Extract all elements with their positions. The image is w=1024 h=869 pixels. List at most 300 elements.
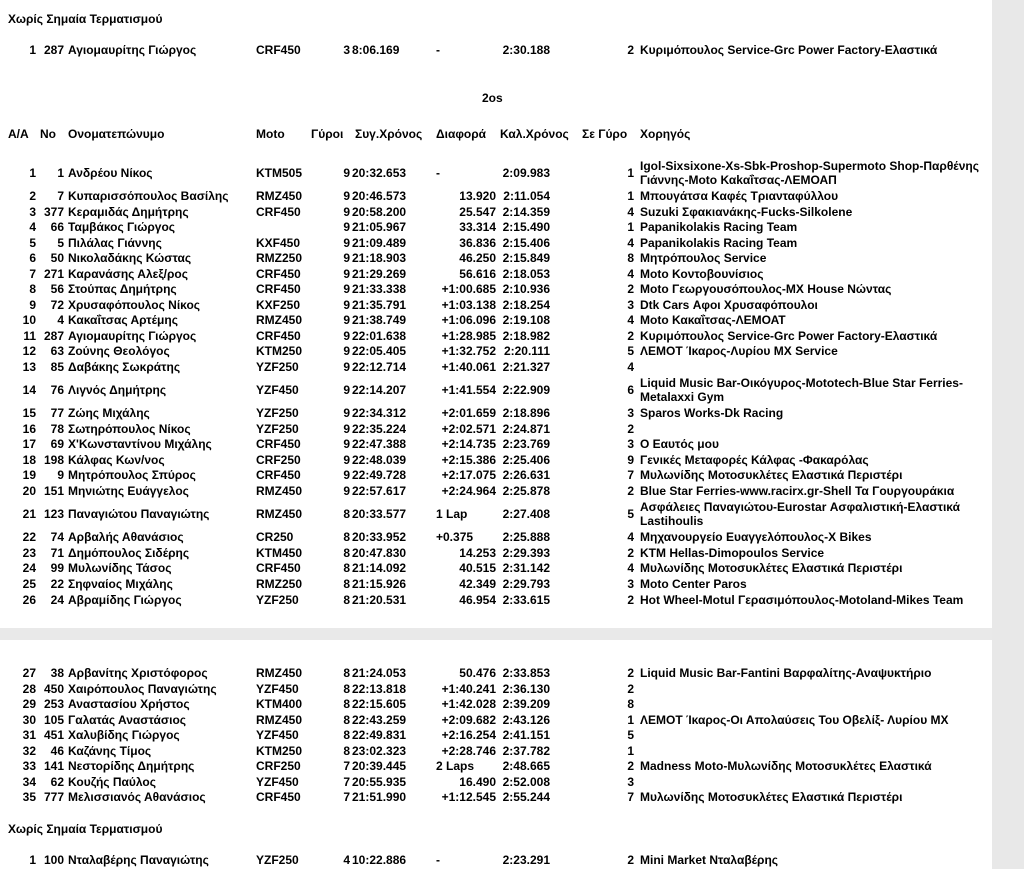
row-best-time: 2:21.327: [502, 360, 550, 374]
top-total: 8:06.169: [352, 43, 400, 57]
row-aa: 1: [29, 166, 36, 180]
row-laps: 9: [343, 453, 350, 467]
row-no: 123: [43, 507, 64, 521]
row-total-time: 20:58.200: [352, 205, 407, 219]
row-best-time: 2:22.909: [502, 383, 550, 397]
row-name: Καρανάσης Αλεξ/ρος: [68, 267, 188, 281]
row-no: 151: [43, 484, 64, 498]
col-best-time: Καλ.Χρόνος: [500, 127, 569, 141]
row-sponsor: Liquid Music Bar-Fantini Βαρφαλίτης-Αναψυκτήριο: [640, 666, 932, 680]
row-total-time: 21:18.903: [352, 251, 407, 265]
row-at-lap: 2: [627, 422, 634, 436]
row-aa: 35: [22, 790, 36, 804]
row-name: Αρβανίτης Χριστόφορος: [68, 666, 208, 680]
row-best-time: 2:26.631: [502, 468, 550, 482]
row-no: 71: [50, 546, 64, 560]
row-name: Μηνιώτης Ευάγγελος: [68, 484, 189, 498]
row-moto: RMZ450: [256, 666, 303, 680]
row-aa: 17: [22, 437, 36, 451]
row-moto: CRF450: [256, 468, 301, 482]
row-best-time: 2:41.151: [502, 728, 550, 742]
row-best-time: 2:43.126: [502, 713, 550, 727]
row-best-time: 2:52.008: [502, 775, 550, 789]
row-diff: +1:40.241: [441, 682, 496, 696]
row-diff: +1:06.096: [441, 313, 496, 327]
row-laps: 8: [343, 530, 350, 544]
row-total-time: 22:13.818: [352, 682, 407, 696]
row-moto: YZF250: [256, 593, 299, 607]
row-aa: 10: [22, 313, 36, 327]
row-no: 46: [50, 744, 64, 758]
row-no: 9: [57, 468, 64, 482]
row-at-lap: 4: [627, 205, 634, 219]
row-diff: 1 Lap: [436, 507, 468, 521]
row-diff: 13.920: [459, 189, 496, 203]
row-moto: KTM505: [256, 166, 303, 180]
row-best-time: 2:23.769: [502, 437, 550, 451]
row-aa: 3: [29, 205, 36, 219]
row-moto: CRF250: [256, 453, 301, 467]
row-no: 56: [50, 282, 64, 296]
row-name: Χ'Κωνσταντίνου Μιχάλης: [68, 437, 212, 451]
row-best-time: 2:25.888: [502, 530, 550, 544]
row-aa: 23: [22, 546, 36, 560]
row-at-lap: 1: [627, 166, 634, 180]
row-laps: 9: [343, 484, 350, 498]
bottom-aa: 1: [29, 853, 36, 867]
row-moto: KTM250: [256, 744, 303, 758]
row-at-lap: 4: [627, 530, 634, 544]
row-name: Ζούνης Θεολόγος: [68, 344, 170, 358]
bottom-sponsor: Mini Market Νταλαβέρης: [640, 853, 779, 867]
row-no: 99: [50, 561, 64, 575]
row-name: Σηφναίος Μιχάλης: [68, 577, 173, 591]
row-laps: 9: [343, 189, 350, 203]
row-total-time: 20:39.445: [352, 759, 407, 773]
row-sponsor: Κυριμόπουλος Service-Grc Power Factory-Ελαστικά: [640, 329, 938, 343]
row-at-lap: 4: [627, 267, 634, 281]
row-best-time: 2:18.254: [502, 298, 550, 312]
row-name: Αβραμίδης Γιώργος: [68, 593, 182, 607]
row-moto: CRF450: [256, 205, 301, 219]
row-laps: 9: [343, 329, 350, 343]
row-at-lap: 3: [627, 437, 634, 451]
row-best-time: 2:48.665: [502, 759, 550, 773]
row-moto: YZF450: [256, 728, 299, 742]
row-total-time: 22:01.638: [352, 329, 407, 343]
row-no: 78: [50, 422, 64, 436]
row-diff: +1:41.554: [441, 383, 496, 397]
row-no: 7: [57, 189, 64, 203]
row-total-time: 22:57.617: [352, 484, 407, 498]
row-aa: 2: [29, 189, 36, 203]
row-laps: 9: [343, 313, 350, 327]
row-best-time: 2:29.793: [502, 577, 550, 591]
row-total-time: 20:47.830: [352, 546, 407, 560]
row-diff: +2:14.735: [441, 437, 496, 451]
row-diff: +2:24.964: [441, 484, 496, 498]
row-best-time: 2:18.053: [502, 267, 550, 281]
row-moto: RMZ450: [256, 189, 303, 203]
row-no: 105: [43, 713, 64, 727]
row-name: Πιλάλας Γιάννης: [68, 236, 162, 250]
row-moto: RMZ450: [256, 484, 303, 498]
row-moto: CR250: [256, 530, 294, 544]
row-laps: 8: [343, 561, 350, 575]
row-laps: 8: [343, 728, 350, 742]
row-no: 76: [50, 383, 64, 397]
row-aa: 31: [22, 728, 36, 742]
row-total-time: 21:09.489: [352, 236, 407, 250]
row-best-time: 2:09.983: [502, 166, 550, 180]
row-laps: 9: [343, 220, 350, 234]
row-diff: 16.490: [459, 775, 496, 789]
row-at-lap: 8: [627, 697, 634, 711]
row-diff: +1:28.985: [441, 329, 496, 343]
top-name: Αγιομαυρίτης Γιώργος: [68, 43, 197, 57]
bottom-moto: YZF250: [256, 853, 299, 867]
row-diff: +2:15.386: [441, 453, 496, 467]
row-at-lap: 3: [627, 406, 634, 420]
row-name: Ανδρέου Νίκος: [68, 166, 153, 180]
row-diff: +2:02.571: [441, 422, 496, 436]
row-best-time: 2:29.393: [502, 546, 550, 560]
row-total-time: 22:49.831: [352, 728, 407, 742]
row-no: 66: [50, 220, 64, 234]
row-aa: 25: [22, 577, 36, 591]
row-laps: 7: [343, 759, 350, 773]
row-at-lap: 4: [627, 313, 634, 327]
row-aa: 34: [22, 775, 36, 789]
row-best-time: 2:20.111: [503, 344, 550, 358]
row-at-lap: 7: [627, 468, 634, 482]
row-sponsor: Μυλωνίδης Μοτοσυκλέτες Ελαστικά Περιστέρι: [640, 468, 903, 482]
row-sponsor: Liquid Music Bar-Οικόγυρος-Mototech-Blue Star Ferries-Metalaxxi Gym: [640, 376, 963, 404]
row-diff: +1:40.061: [441, 360, 496, 374]
row-total-time: 21:38.749: [352, 313, 407, 327]
row-total-time: 22:43.259: [352, 713, 407, 727]
row-at-lap: 6: [627, 383, 634, 397]
row-best-time: 2:25.406: [502, 453, 550, 467]
col-name: Ονοματεπώνυμο: [68, 127, 165, 141]
row-aa: 33: [22, 759, 36, 773]
row-diff: 46.954: [459, 593, 496, 607]
row-no: 72: [50, 298, 64, 312]
row-best-time: 2:15.490: [502, 220, 550, 234]
row-at-lap: 5: [627, 507, 634, 521]
row-laps: 8: [343, 682, 350, 696]
col-sponsor: Χορηγός: [640, 127, 691, 141]
row-sponsor: Moto Γεωργουσόπουλος-MX House Νώντας: [640, 282, 892, 296]
row-total-time: 22:14.207: [352, 383, 407, 397]
row-aa: 4: [29, 220, 36, 234]
row-laps: 9: [343, 468, 350, 482]
row-aa: 21: [22, 507, 36, 521]
row-moto: CRF450: [256, 267, 301, 281]
row-at-lap: 4: [627, 360, 634, 374]
row-laps: 9: [343, 166, 350, 180]
row-sponsor: Papanikolakis Racing Team: [640, 236, 798, 250]
row-no: 24: [50, 593, 64, 607]
row-no: 141: [43, 759, 64, 773]
row-no: 377: [43, 205, 64, 219]
row-at-lap: 3: [627, 775, 634, 789]
row-name: Χαλυβίδης Γιώργος: [68, 728, 180, 742]
row-best-time: 2:24.871: [502, 422, 550, 436]
row-best-time: 2:18.896: [502, 406, 550, 420]
row-sponsor: Dtk Cars Αφοι Χρυσαφόπουλοι: [640, 298, 818, 312]
row-total-time: 21:14.092: [352, 561, 407, 575]
row-total-time: 22:12.714: [352, 360, 407, 374]
row-best-time: 2:36.130: [502, 682, 550, 696]
row-diff: +0.375: [436, 530, 474, 544]
row-best-time: 2:11.054: [503, 189, 550, 203]
row-sponsor: KTM Hellas-Dimopoulos Service: [640, 546, 825, 560]
row-sponsor: Μυλωνίδης Μοτοσυκλέτες Ελαστικά Περιστέρι: [640, 790, 903, 804]
row-laps: 7: [343, 775, 350, 789]
row-name: Χαιρόπουλος Παναγιώτης: [68, 682, 217, 696]
row-sponsor: Μπουγάτσα Καφές Τριανταφύλλου: [640, 189, 839, 203]
bottom-name: Νταλαβέρης Παναγιώτης: [68, 853, 209, 867]
row-at-lap: 8: [627, 251, 634, 265]
bottom-laps: 4: [343, 853, 350, 867]
row-diff: 2 Laps: [436, 759, 475, 773]
row-moto: RMZ450: [256, 713, 303, 727]
row-name: Κουζής Παύλος: [68, 775, 156, 789]
row-sponsor: Sparos Works-Dk Racing: [640, 406, 784, 420]
row-diff: +2:17.075: [441, 468, 496, 482]
col-no: Νο: [40, 127, 56, 141]
row-sponsor: Μηχανουργείο Ευαγγελόπουλος-X Bikes: [640, 530, 872, 544]
row-best-time: 2:14.359: [502, 205, 550, 219]
row-at-lap: 2: [627, 484, 634, 498]
row-laps: 9: [343, 298, 350, 312]
row-best-time: 2:31.142: [502, 561, 550, 575]
row-moto: RMZ450: [256, 313, 303, 327]
row-sponsor: Moto Center Paros: [640, 577, 747, 591]
row-moto: YZF450: [256, 682, 299, 696]
row-aa: 7: [29, 267, 36, 281]
top-diff: -: [436, 43, 440, 57]
row-no: 4: [57, 313, 64, 327]
row-total-time: 21:35.791: [352, 298, 407, 312]
row-sponsor: Moto Κακαΐτσας-ΛΕΜΟΑΤ: [640, 313, 786, 327]
row-sponsor: Moto Κοντοβουνίσιος: [640, 267, 764, 281]
row-no: 38: [50, 666, 64, 680]
row-name: Κάλφας Κων/νος: [68, 453, 165, 467]
row-name: Κυπαρισσόπουλος Βασίλης: [68, 189, 229, 203]
row-total-time: 22:49.728: [352, 468, 407, 482]
row-name: Μελισσιανός Αθανάσιος: [68, 790, 206, 804]
row-total-time: 20:55.935: [352, 775, 407, 789]
row-moto: CRF450: [256, 329, 301, 343]
row-total-time: 21:24.053: [352, 666, 407, 680]
row-moto: YZF250: [256, 360, 299, 374]
top-laps: 3: [343, 43, 350, 57]
row-aa: 26: [22, 593, 36, 607]
row-name: Δημόπουλος Σιδέρης: [68, 546, 190, 560]
row-name: Χρυσαφόπουλος Νίκος: [68, 298, 201, 312]
row-best-time: 2:18.982: [502, 329, 550, 343]
row-total-time: 21:15.926: [352, 577, 407, 591]
row-name: Αρβαλής Αθανάσιος: [68, 530, 184, 544]
row-aa: 13: [22, 360, 36, 374]
row-laps: 8: [343, 577, 350, 591]
row-diff: +2:16.254: [441, 728, 496, 742]
row-at-lap: 2: [627, 593, 634, 607]
row-no: 1: [57, 166, 64, 180]
row-no: 777: [43, 790, 64, 804]
bottom-at: 2: [627, 853, 634, 867]
row-laps: 8: [343, 546, 350, 560]
row-total-time: 22:34.312: [352, 406, 407, 420]
row-name: Αναστασίου Χρήστος: [68, 697, 190, 711]
row-name: Ταμβάκος Γιώργος: [68, 220, 176, 234]
row-at-lap: 5: [627, 728, 634, 742]
row-sponsor: ΛΕΜΟΤ Ίκαρος-Οι Απολαύσεις Του Οβελίξ- Λυρίου MX: [640, 713, 949, 727]
row-at-lap: 1: [627, 220, 634, 234]
row-total-time: 21:51.990: [352, 790, 407, 804]
row-moto: YZF250: [256, 406, 299, 420]
row-moto: CRF450: [256, 282, 301, 296]
row-total-time: 22:35.224: [352, 422, 407, 436]
row-best-time: 2:55.244: [502, 790, 550, 804]
row-sponsor: Madness Moto-Μυλωνίδης Μοτοσυκλέτες Ελαστικά: [640, 759, 932, 773]
row-total-time: 20:33.577: [352, 507, 407, 521]
row-laps: 9: [343, 360, 350, 374]
row-diff: 33.314: [459, 220, 496, 234]
row-moto: CRF450: [256, 790, 301, 804]
row-no: 85: [50, 360, 64, 374]
row-best-time: 2:33.853: [502, 666, 550, 680]
row-laps: 8: [343, 697, 350, 711]
row-sponsor: Suzuki Σφακιανάκης-Fucks-Silkolene: [640, 205, 853, 219]
row-at-lap: 2: [627, 759, 634, 773]
row-at-lap: 2: [627, 682, 634, 696]
row-no: 287: [43, 329, 64, 343]
row-at-lap: 7: [627, 790, 634, 804]
row-no: 198: [43, 453, 64, 467]
row-moto: RMZ250: [256, 251, 303, 265]
row-laps: 8: [343, 713, 350, 727]
row-sponsor: Ασφάλειες Παναγιώτου-Eurostar Ασφαλιστική-Ελαστικά Lastihoulis: [640, 500, 960, 528]
row-aa: 16: [22, 422, 36, 436]
row-name: Μυλωνίδης Τάσος: [68, 561, 172, 575]
row-name: Κακαΐτσας Αρτέμης: [68, 313, 178, 327]
row-diff: 56.616: [459, 267, 496, 281]
no-finish-flag-heading: Χωρίς Σημαία Τερματισμού: [8, 12, 163, 26]
row-diff: +2:28.746: [441, 744, 496, 758]
row-name: Καζάνης Τίμος: [68, 744, 152, 758]
row-diff: +1:42.028: [441, 697, 496, 711]
row-total-time: 22:48.039: [352, 453, 407, 467]
row-at-lap: 9: [627, 453, 634, 467]
row-at-lap: 5: [627, 344, 634, 358]
row-aa: 9: [29, 298, 36, 312]
row-moto: KXF450: [256, 236, 301, 250]
col-diff: Διαφορά: [436, 127, 487, 141]
top-no: 287: [43, 43, 64, 57]
row-name: Μητρόπουλος Σπύρος: [68, 468, 196, 482]
row-diff: 40.515: [459, 561, 496, 575]
top-at: 2: [627, 43, 634, 57]
row-no: 74: [50, 530, 64, 544]
row-laps: 9: [343, 236, 350, 250]
row-laps: 9: [343, 282, 350, 296]
race-title: 2os: [482, 91, 503, 105]
row-diff: +1:32.752: [441, 344, 496, 358]
row-at-lap: 1: [627, 713, 634, 727]
row-best-time: 2:15.849: [502, 251, 550, 265]
row-laps: 9: [343, 344, 350, 358]
row-laps: 9: [343, 267, 350, 281]
row-name: Λιγνός Δημήτρης: [68, 383, 167, 397]
row-total-time: 20:32.653: [352, 166, 407, 180]
row-no: 451: [43, 728, 64, 742]
row-aa: 19: [22, 468, 36, 482]
row-total-time: 22:47.388: [352, 437, 407, 451]
row-aa: 28: [22, 682, 36, 696]
row-sponsor: Γενικές Μεταφορές Κάλφας -Φακαρόλας: [640, 453, 869, 467]
row-at-lap: 1: [627, 744, 634, 758]
row-no: 253: [43, 697, 64, 711]
row-moto: YZF450: [256, 775, 299, 789]
row-total-time: 21:05.967: [352, 220, 407, 234]
row-diff: 50.476: [459, 666, 496, 680]
row-laps: 8: [343, 744, 350, 758]
row-laps: 9: [343, 437, 350, 451]
row-best-time: 2:27.408: [502, 507, 550, 521]
row-diff: +2:01.659: [441, 406, 496, 420]
row-name: Νικολαδάκης Κώστας: [68, 251, 192, 265]
col-moto: Moto: [256, 127, 285, 141]
row-no: 22: [50, 577, 64, 591]
bottom-total: 10:22.886: [352, 853, 407, 867]
row-no: 63: [50, 344, 64, 358]
row-aa: 8: [29, 282, 36, 296]
row-laps: 7: [343, 790, 350, 804]
row-no: 62: [50, 775, 64, 789]
row-moto: RMZ450: [256, 507, 303, 521]
row-name: Στούπας Δημήτρης: [68, 282, 177, 296]
row-total-time: 22:05.405: [352, 344, 407, 358]
row-aa: 5: [29, 236, 36, 250]
row-at-lap: 2: [627, 282, 634, 296]
row-diff: +1:00.685: [441, 282, 496, 296]
row-diff: 14.253: [459, 546, 496, 560]
row-total-time: 21:20.531: [352, 593, 407, 607]
row-total-time: 21:33.338: [352, 282, 407, 296]
row-name: Ζώης Μιχάλης: [68, 406, 150, 420]
row-diff: +1:12.545: [441, 790, 496, 804]
col-aa: Α/Α: [8, 127, 29, 141]
row-at-lap: 2: [627, 666, 634, 680]
row-best-time: 2:39.209: [502, 697, 550, 711]
row-at-lap: 2: [627, 329, 634, 343]
no-finish-flag-heading-2: Χωρίς Σημαία Τερματισμού: [8, 822, 163, 836]
row-moto: KTM400: [256, 697, 303, 711]
row-no: 271: [43, 267, 64, 281]
row-moto: KTM250: [256, 344, 303, 358]
col-laps: Γύροι: [311, 127, 344, 141]
row-sponsor: Ο Εαυτός μου: [640, 437, 719, 451]
row-aa: 24: [22, 561, 36, 575]
row-name: Παναγιώτου Παναγιώτης: [68, 507, 210, 521]
row-laps: 9: [343, 251, 350, 265]
row-best-time: 2:25.878: [502, 484, 550, 498]
row-at-lap: 4: [627, 236, 634, 250]
col-total-time: Συγ.Χρόνος: [355, 127, 423, 141]
